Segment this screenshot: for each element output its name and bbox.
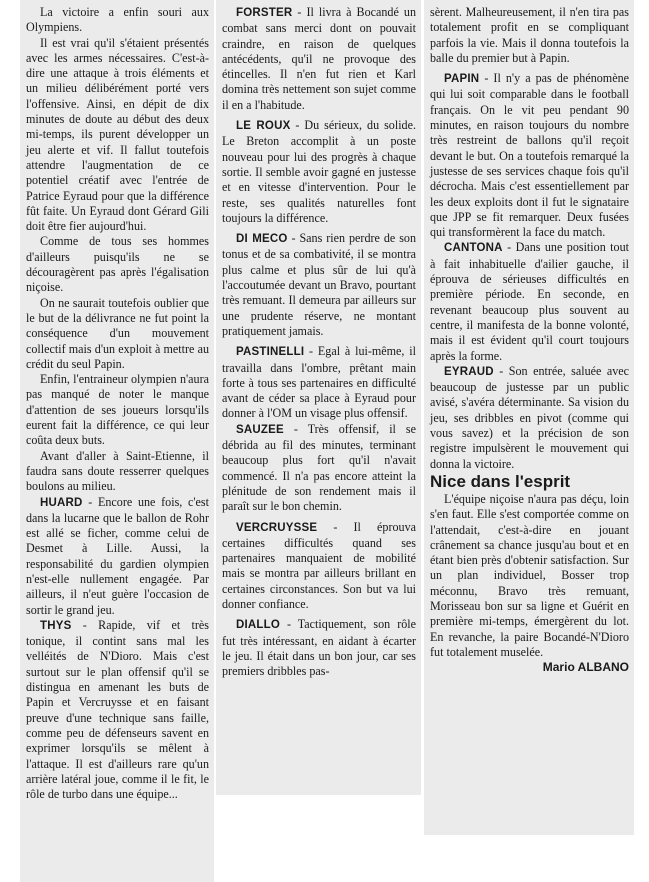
player-name: DIALLO (236, 619, 280, 632)
section-headline: Nice dans l'esprit (430, 471, 571, 491)
player-rating-eyraud (430, 364, 629, 472)
player-rating-text: - Il éprouva certaines difficultés quand ses partenaires manquaient de mobilité mais se montra par ailleurs brillant en certaines circonstances. Son but va lui donner confiance. (222, 519, 416, 611)
player-rating-text: - Il n'y a pas de phénomène qui lui soit comparable dans le football français. On le vit peu pendant 90 minutes, en raison toujours du nombre très restreint de ballons qu'il reçoit devant le but. On a toutefois remarqué la justesse de ses services chaque fois qu'il décrocha. Mais c'est essentiellement par les deux exploits dont il fut le signataire que JPP se fit remarquer. Deux fusées qui transformèrent la face du match. (430, 71, 629, 240)
player-name: SAUZEE (236, 423, 284, 436)
author-signature: Mario ALBANO (542, 660, 629, 675)
player-name: PASTINELLI (236, 346, 305, 359)
article-column-2 (216, 0, 421, 795)
player-name: PAPIN (444, 73, 480, 86)
player-rating-papin (430, 71, 629, 240)
player-name: VERCRUYSSE (236, 521, 318, 534)
player-name: THYS (40, 619, 72, 632)
player-rating-text: - Très offensif, il se débrida au fil des minutes, terminant beaucoup plus fort qu'il n'avait commencé. Il n'a pas encore atteint la plénitude de son rendement mais il paraît sur le bon chemin. (222, 421, 416, 514)
article-paragraph: Enfin, l'entraineur olympien n'aura pas manqué de noter le manque d'attention de ses joueurs lorsqu'ils eurent fait la différence, ce qui leur coûta deux buts. (26, 372, 209, 448)
player-name: DI MECO (236, 233, 288, 246)
player-rating-text: - Il livra à Bocandé un combat sans merci dont on pouvait craindre, en raison de quelques antécédents, qu'il ne provoque des étincelles. Il n'en fut rien et Karl domina très nettement son sujet comme il en a l'habitude. (222, 5, 416, 112)
player-rating-text: - Sans rien perdre de son tonus et de sa combativité, il se montra plus calme et plus sûr de lui qu'à l'accoutumée devant un Bravo, pourtant très remuant. Il demeura par ailleurs sur une prudente réserve, ne montant pratiquement jamais. (222, 231, 416, 338)
article-paragraph: Comme de tous ses hommes d'ailleurs puisqu'ils ne se découragèrent pas après l'égalisation niçoise. (26, 234, 209, 295)
player-rating-diallo (222, 617, 416, 679)
player-rating-text: - Encore une fois, c'est dans la lucarne que le ballon de Rohr est allé se ficher, comme celui de Desmet à Lille. Aussi, la responsabilité du gardien olympien n'est-elle nullement engagée. Par ailleurs, il n'eut guère l'occasion de sortir le grand jeu. (26, 494, 209, 617)
player-name: LE ROUX (236, 120, 291, 133)
player-rating-leroux (222, 118, 416, 226)
player-rating-sauzee (222, 422, 416, 515)
article-paragraph: L'équipe niçoise n'aura pas déçu, loin s'en faut. Elle s'est comportée comme on l'attendait, c'est-à-dire en jouant crânement sa chance jusqu'au bout et en étant bien près d'obtenir satisfaction. Sur un plan individuel, Bosser trop méconnu, Bravo très remuant, Morisseau bon sur sa ligne et Guérit en première mi-temps, émergèrent du lot. En revanche, la paire Bocandé-N'Dioro fut totalement muselée. (430, 491, 629, 659)
player-rating-text: - Dans une position tout à fait inhabituelle d'ailier gauche, il éprouva de sérieuses difficultés en première période. En seconde, en revenant beaucoup plus souvent au centre, il manifesta de la bonne volonté, mais il est évident qu'il court toujours après la forme. (430, 240, 629, 363)
player-rating-vercruysse (222, 520, 416, 613)
player-rating-text: - Tactiquement, son rôle fut très intéressant, en aidant à écarter le jeu. Il était dans un bon jour, car ses premiers dribbles pas- (222, 617, 416, 679)
player-rating-text: - Rapide, vif et très tonique, il contint sans mal les velléités de N'Dioro. Mais c'est surtout sur le plan offensif qu'il se distingua en amenant les buts de Papin et Vercruysse et en faisant preuve d'une technique sans faille, comme peu de défenseurs savent en exprimer lorsqu'ils se mêlent à l'attaque. Il est d'ailleurs rare qu'un arrière latéral joue, comme il le fit, le rôle de turbo dans une équipe... (26, 617, 209, 802)
player-name: FORSTER (236, 7, 293, 19)
article-paragraph: La victoire a enfin souri aux Olympiens. (26, 5, 209, 35)
player-rating-pastinelli (222, 344, 416, 421)
article-column-3 (424, 0, 634, 835)
player-name: CANTONA (444, 242, 503, 255)
player-rating-huard (26, 495, 209, 618)
player-rating-forster (222, 5, 416, 113)
player-rating-thys (26, 618, 209, 803)
player-name: HUARD (40, 496, 83, 509)
player-rating-text: - Egal à lui-même, il travailla dans l'ombre, prêtant main forte à tous ses partenaires en difficulté avant de céder sa place à Eyraud pour donner à l'OM un visage plus offensif. (222, 344, 416, 421)
player-name: EYRAUD (444, 365, 494, 378)
article-paragraph: sèrent. Malheureusement, il n'en tira pas totalement profit en se compliquant parfois la vie. Mais il donna toutefois la balle du premier but à Papin. (430, 5, 629, 65)
article-paragraph: Il est vrai qu'il s'étaient présentés avec les armes nécessaires. C'est-à-dire une attaque à trois éléments et un milieu délibérément porté vers l'offensive. Ainsi, en dépit de dix minutes de doute au début des deux mi-temps, ils purent développer un jeu alerte et vif. Il fallut toutefois attendre l'augmentation de ce potentiel créatif avec l'entrée de Patrice Eyraud pour que la différence fût faite. Un Eyraud dont Gérard Gili doit être fier aujourd'hui. (26, 35, 209, 234)
article-paragraph: On ne saurait toutefois oublier que le but de la délivrance ne fut point la conséquence d'un mouvement collectif mais d'un exploit à mettre au crédit du seul Papin. (26, 295, 209, 371)
article-column-1 (20, 0, 214, 882)
player-rating-dimeco (222, 231, 416, 339)
player-rating-cantona (430, 240, 629, 363)
player-rating-text: - Du sérieux, du solide. Le Breton accomplit à un poste nouveau pour lui des progrès à chaque sortie. Il semble avoir gagné en justesse et en vitesse d'intervention. Pour le reste, ses qualités naturelles font toujours la différence. (222, 118, 416, 225)
player-rating-text: - Son entrée, saluée avec beaucoup de justesse par un public avisé, s'avéra déterminante. Sa vision du jeu, ses dribbles en pivot (comme qui vous savez) et la précision de son registre impulsèrent le mouvement qui donna la victoire. (430, 363, 629, 471)
article-paragraph: Avant d'aller à Saint-Etienne, il faudra sans doute resserrer quelques boulons au milieu. (26, 448, 209, 494)
